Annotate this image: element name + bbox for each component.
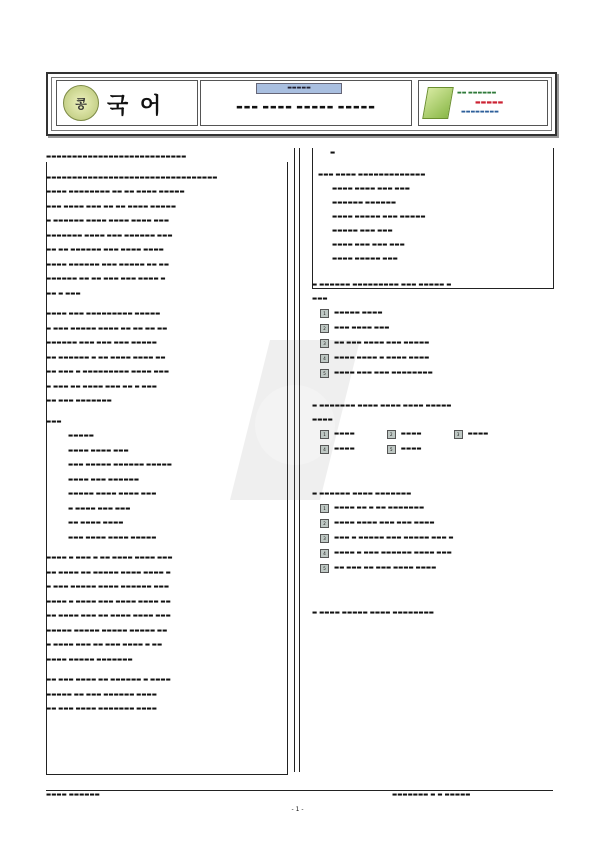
passage-line: ▬▬▬▬ ▬▬▬ ▬▬▬▬▬▬▬▬▬ ▬▬▬▬▬ [46, 311, 161, 317]
option-text: ▬▬▬▬ ▬▬▬▬ ▬▬▬ ▬▬▬ ▬▬▬▬ [334, 520, 435, 526]
option-number-icon: 4 [320, 445, 329, 454]
option-text: ▬▬▬▬ ▬▬▬▬ ▬ ▬▬▬▬ ▬▬▬▬ [334, 355, 430, 361]
passage-line: ▬▬ ▬▬▬▬ ▬▬ ▬▬▬▬▬ ▬▬▬▬ ▬▬▬▬ ▬ [46, 569, 171, 576]
passage-line: ▬▬▬▬▬▬▬▬▬▬▬▬▬▬▬▬▬▬▬▬▬▬▬▬▬▬▬▬▬▬▬▬▬ [46, 174, 218, 181]
q1-option-5[interactable] [320, 366, 552, 381]
passage-lead: ▬▬▬▬▬▬▬▬▬▬▬▬▬▬▬▬▬▬▬▬▬▬▬▬▬▬▬ [46, 154, 187, 160]
subject-logo [56, 80, 198, 126]
publisher-mark-icon [422, 87, 454, 119]
option-number-icon: 3 [320, 339, 329, 348]
passage-line: ▬▬▬▬▬▬ ▬▬▬ ▬▬▬ ▬▬▬ ▬▬▬▬▬ [46, 340, 157, 346]
passage-left-column [46, 150, 284, 723]
passage-line: ▬▬▬▬ ▬ ▬▬▬▬ ▬▬▬ ▬▬▬▬ ▬▬▬▬ ▬▬ [46, 598, 171, 605]
option-text: ▬▬▬▬ ▬▬ ▬ ▬▬ ▬▬▬▬▬▬▬ [334, 505, 425, 511]
option-text: ▬▬▬ ▬▬▬▬ ▬▬▬ [334, 325, 390, 331]
passage-line: ▬▬▬▬ ▬▬▬▬▬▬▬▬ ▬▬ ▬▬ ▬▬▬▬ ▬▬▬▬▬ [46, 189, 185, 195]
passage-list [68, 429, 284, 545]
subject-badge-label: 콩 [75, 97, 87, 111]
list-item: ▬▬▬▬▬ [68, 433, 94, 439]
passage-line: ▬▬ ▬▬▬ ▬▬▬▬▬▬▬ [46, 398, 112, 404]
passage-line: ▬▬▬▬ ▬▬▬▬▬ ▬▬▬▬▬▬▬ [46, 656, 133, 663]
passage-line: ▬▬ ▬▬▬▬ ▬▬▬ ▬▬ ▬▬▬▬ ▬▬▬▬ ▬▬▬ [46, 613, 171, 619]
q1-option-3[interactable] [320, 336, 552, 351]
q3-option-5[interactable] [320, 561, 552, 576]
passage-paragraph-1 [46, 171, 284, 302]
list-item: ▬ ▬▬▬▬ ▬▬▬ ▬▬▬ [68, 505, 131, 512]
q1-option-2[interactable] [320, 321, 552, 336]
header-banner [46, 72, 557, 136]
option-text: ▬▬ ▬▬▬ ▬▬▬▬ ▬▬▬ ▬▬▬▬▬ [334, 340, 430, 346]
question-4: ▬ ▬▬▬▬ ▬▬▬▬▬ ▬▬▬▬ ▬▬▬▬▬▬▬▬ [312, 610, 434, 616]
q1-option-4[interactable] [320, 351, 552, 366]
option-text: ▬▬▬▬▬ ▬▬▬▬ [334, 310, 383, 316]
passage-line: ▬ ▬▬▬ ▬▬▬▬▬ ▬▬▬▬ ▬▬▬▬▬▬ ▬▬▬ [46, 584, 170, 590]
option-number-icon: 1 [320, 504, 329, 513]
footer-left-text: ▬▬▬▬ ▬▬▬▬▬▬ [46, 792, 100, 798]
passage-line: ▬ ▬▬▬ ▬▬ ▬▬▬▬ ▬▬▬ ▬▬ ▬ ▬▬▬ [46, 383, 157, 390]
option-number-icon: 5 [320, 369, 329, 378]
footer-right-text: ▬▬▬▬▬▬▬ ▬ ▬ ▬▬▬▬▬ [392, 792, 471, 798]
question-3: ▬ ▬▬▬▬▬▬ ▬▬▬▬ ▬▬▬▬▬▬▬ [312, 491, 412, 497]
option-number-icon: 5 [387, 445, 396, 454]
q1-option-1[interactable] [320, 306, 552, 321]
passage-line: ▬▬▬▬▬ ▬▬▬▬▬ ▬▬▬▬▬ ▬▬▬▬▬ ▬▬ [46, 627, 168, 634]
subject-badge-icon [63, 85, 99, 121]
option-number-icon: 2 [320, 519, 329, 528]
box-line: ▬▬▬▬ ▬▬▬ ▬▬▬ ▬▬▬ [332, 242, 405, 248]
box-line: ▬▬▬▬ ▬▬▬▬▬ ▬▬▬ ▬▬▬▬▬ [332, 214, 426, 220]
passage-paragraph-2 [46, 307, 284, 409]
passage-line: ▬▬▬▬▬▬ ▬▬ ▬▬ ▬▬▬ ▬▬▬ ▬▬▬▬ ▬ [46, 276, 166, 282]
q2-option-2[interactable] [387, 427, 422, 442]
option-number-icon: 1 [320, 309, 329, 318]
option-number-icon: 1 [320, 430, 329, 439]
q3-option-2[interactable] [320, 516, 552, 531]
q3-option-1[interactable] [320, 501, 552, 516]
option-text: ▬▬▬▬ [400, 431, 422, 437]
q2-options-row-1 [320, 427, 552, 442]
subject-title: 국 어 [107, 94, 164, 119]
list-item: ▬▬▬ ▬▬▬▬▬ ▬▬▬▬▬▬ ▬▬▬▬▬ [68, 462, 172, 468]
exam-title-tab [256, 83, 342, 94]
list-item: ▬▬ ▬▬▬▬ ▬▬▬▬ [68, 520, 124, 526]
question-2-tail: ▬▬▬▬ [312, 417, 333, 423]
passage-line: ▬ ▬▬▬▬ ▬▬▬ ▬▬ ▬▬▬ ▬▬▬▬ ▬ ▬▬ [46, 642, 163, 648]
q2-option-4[interactable] [320, 442, 355, 457]
passage-line: ▬▬▬▬▬ ▬▬ ▬▬▬ ▬▬▬▬▬▬ ▬▬▬▬ [46, 691, 157, 698]
exam-title: ▬▬▬ ▬▬▬▬ ▬▬▬▬▬ ▬▬▬▬▬ [236, 103, 376, 111]
option-number-icon: 4 [320, 549, 329, 558]
box-line: ▬▬▬▬ ▬▬▬▬ ▬▬▬ ▬▬▬ [332, 186, 410, 192]
option-text: ▬▬▬▬ ▬▬▬ ▬▬▬ ▬▬▬▬▬▬▬▬ [334, 370, 433, 376]
footer-divider [46, 790, 553, 791]
exam-title-box [200, 80, 412, 126]
option-text: ▬▬▬▬ [467, 431, 489, 437]
passage-line: ▬▬ ▬▬▬ ▬ ▬▬▬▬▬▬▬▬▬ ▬▬▬▬ ▬▬▬ [46, 369, 170, 375]
page-number: - 1 - [291, 806, 304, 813]
passage-line: ▬▬ ▬▬▬ ▬▬▬▬ ▬▬ ▬▬▬▬▬▬ ▬ ▬▬▬▬ [46, 677, 171, 683]
passage-line: ▬▬▬▬▬▬▬ ▬▬▬▬ ▬▬▬ ▬▬▬▬▬▬ ▬▬▬ [46, 232, 173, 239]
passage-line: ▬▬ ▬▬▬▬▬▬ ▬ ▬▬ ▬▬▬▬ ▬▬▬▬ ▬▬ [46, 354, 166, 361]
publisher-line2: ▬▬▬▬▬ [475, 99, 504, 106]
passage-line: ▬▬▬▬ ▬ ▬▬▬ ▬ ▬▬ ▬▬▬▬ ▬▬▬▬ ▬▬▬ [46, 555, 173, 561]
option-text: ▬▬ ▬▬▬ ▬▬ ▬▬▬ ▬▬▬▬ ▬▬▬▬ [334, 565, 437, 571]
list-item: ▬▬▬ ▬▬▬▬ ▬▬▬▬ ▬▬▬▬▬ [68, 534, 157, 541]
column-divider-right [299, 148, 300, 772]
question-1: ▬ ▬▬▬▬▬▬ ▬▬▬▬▬▬▬▬▬ ▬▬▬ ▬▬▬▬▬ ▬ [312, 282, 452, 288]
option-text: ▬▬▬▬ [334, 446, 355, 452]
q2-option-5[interactable] [387, 442, 422, 457]
passage-line: ▬ ▬▬▬▬▬▬ ▬▬▬▬ ▬▬▬▬ ▬▬▬▬ ▬▬▬ [46, 218, 170, 224]
option-number-icon: 2 [387, 430, 396, 439]
box-line: ▬▬▬▬▬▬ ▬▬▬▬▬▬ [332, 200, 397, 206]
box-line: ▬▬▬▬▬ ▬▬▬ ▬▬▬ [332, 228, 393, 234]
passage-line: ▬▬ ▬▬ ▬▬▬▬▬▬ ▬▬▬ ▬▬▬▬ ▬▬▬▬ [46, 247, 164, 253]
option-text: ▬▬▬▬ ▬ ▬▬▬ ▬▬▬▬▬▬ ▬▬▬▬ ▬▬▬ [334, 550, 452, 556]
option-number-icon: 3 [320, 534, 329, 543]
list-item: ▬▬▬▬ ▬▬▬▬ ▬▬▬ [68, 447, 129, 454]
option-number-icon: 5 [320, 564, 329, 573]
box-line: ▬ [330, 150, 336, 156]
passage-paragraph-3 [46, 551, 284, 667]
list-item: ▬▬▬▬ ▬▬▬ ▬▬▬▬▬▬ [68, 476, 140, 483]
option-text: ▬▬▬▬ [334, 431, 355, 437]
list-label: ▬▬▬ [46, 418, 62, 425]
q2-option-3[interactable] [454, 427, 489, 442]
option-number-icon: 2 [320, 324, 329, 333]
option-number-icon: 4 [320, 354, 329, 363]
option-text: ▬▬▬ ▬ ▬▬▬▬▬ ▬▬▬ ▬▬▬▬▬ ▬▬▬ ▬ [334, 535, 454, 541]
passage-paragraph-4 [46, 673, 284, 717]
passage-line: ▬▬▬▬ ▬▬▬▬▬▬ ▬▬▬ ▬▬▬▬▬ ▬▬ ▬▬ [46, 261, 170, 268]
question-2: ▬ ▬▬▬▬▬▬▬ ▬▬▬▬ ▬▬▬▬ ▬▬▬▬ ▬▬▬▬▬ [312, 403, 452, 409]
passage-line: ▬ ▬▬▬ ▬▬▬▬▬ ▬▬▬▬ ▬▬ ▬▬ ▬▬ ▬▬ [46, 325, 168, 332]
questions-right-column [312, 146, 552, 620]
option-number-icon: 3 [454, 430, 463, 439]
passage-line: ▬▬▬ ▬▬▬▬ ▬▬▬ ▬▬ ▬▬ ▬▬▬▬ ▬▬▬▬▬ [46, 203, 177, 210]
question-1-tail: ▬▬▬ [312, 296, 328, 302]
publisher-logo [418, 80, 548, 126]
q2-option-1[interactable] [320, 427, 355, 442]
column-divider-left [294, 148, 295, 772]
exam-title-tab-label: ▬▬▬▬▬ [287, 85, 311, 91]
box-line: ▬▬▬▬ ▬▬▬▬▬ ▬▬▬ [332, 256, 398, 262]
option-text: ▬▬▬▬ [400, 446, 422, 452]
publisher-line1: ▬▬ ▬▬▬▬▬▬ [457, 90, 497, 96]
passage-line: ▬▬ ▬ ▬▬▬ [46, 290, 81, 297]
q2-options-row-2 [320, 442, 552, 457]
passage-line: ▬▬ ▬▬▬ ▬▬▬▬ ▬▬▬▬▬▬▬ ▬▬▬▬ [46, 706, 157, 712]
publisher-line3: ▬▬▬▬▬▬▬▬ [461, 109, 499, 115]
box-line: ▬▬▬ ▬▬▬▬ ▬▬▬▬▬▬▬▬▬▬▬▬▬ [318, 172, 426, 178]
q3-option-3[interactable] [320, 531, 552, 546]
list-item: ▬▬▬▬▬ ▬▬▬▬ ▬▬▬▬ ▬▬▬ [68, 491, 157, 497]
q3-option-4[interactable] [320, 546, 552, 561]
